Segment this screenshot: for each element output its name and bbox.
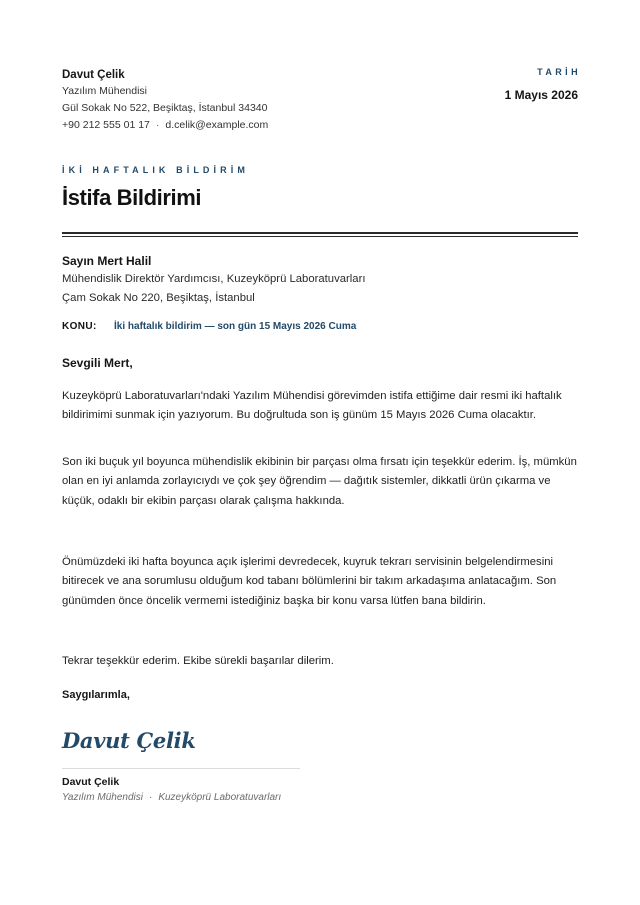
signature-role: Yazılım Mühendisi [62, 792, 143, 803]
contact-separator: · [155, 119, 160, 131]
sender-title: Yazılım Mühendisi [62, 85, 148, 97]
handwritten-signature: Davut Çelik [62, 728, 196, 753]
sender-email: d.celik@example.com [165, 119, 269, 131]
date-label: TARİH [537, 67, 581, 77]
title-divider-thick [62, 232, 578, 234]
salutation: Sevgili Mert, [62, 356, 133, 370]
page-title: İstifa Bildirimi [62, 185, 202, 210]
body-paragraph: Kuzeyköprü Laboratuvarları'ndaki Yazılım Mühendisi görevimden istifa ettiğime dair resmi iki haftalık bildirimimi sunmak için yazıyorum. Bu doğrultuda son iş günüm 15 Mayıs 2026 Cuma olacaktır. [62, 390, 562, 422]
subject-line [62, 320, 356, 333]
subject-text: İki haftalık bildirim — son gün 15 Mayıs 2026 Cuma [114, 321, 357, 332]
sender-phone: +90 212 555 01 17 [62, 119, 150, 131]
role-separator: · [148, 792, 153, 803]
signature-divider [62, 768, 300, 769]
sender-address: Gül Sokak No 522, Beşiktaş, İstanbul 34340 [62, 102, 268, 114]
body-paragraph: Önümüzdeki iki hafta boyunca açık işlerimi devredecek, kuyruk tekrarı servisinin belgelendirmesini bitirecek ve ana sorumlusu olduğum kod tabanı bölümlerini bir takım arkadaşıma anlatacağım. Son günümden önce öncelik vermemi istediğiniz başka bir konu varsa lütfen bana bildirin. [62, 556, 557, 607]
subject-label: KONU: [62, 321, 97, 332]
sender-name: Davut Çelik [62, 69, 125, 81]
sender-block [62, 67, 268, 134]
signature-company: Kuzeyköprü Laboratuvarları [158, 792, 282, 803]
body-paragraph: Son iki buçuk yıl boyunca mühendislik ekibinin bir parçası olma fırsatı için teşekkür ederim. İş, mümkün olan en iyi anlamda zorlayıcıydı ve çok şey öğrendim — dağıtık sistemler, dikkatli ürün çıkarma ve küçük, odaklı bir ekibin parçası olarak çalışma hakkında. [62, 456, 577, 507]
title-divider-thin [62, 236, 578, 237]
recipient-position: Mühendislik Direktör Yardımcısı, Kuzeyköprü Laboratuvarları [62, 273, 366, 285]
recipient-address: Çam Sokak No 220, Beşiktaş, İstanbul [62, 292, 255, 304]
body-paragraph: Tekrar teşekkür ederim. Ekibe sürekli başarılar dilerim. [62, 655, 334, 667]
signature-role-line [62, 791, 281, 804]
date-value: 1 Mayıs 2026 [504, 88, 578, 102]
sender-contact [62, 117, 268, 134]
signature-name: Davut Çelik [62, 776, 120, 788]
notice-eyebrow: İKİ HAFTALIK BİLDİRİM [62, 165, 249, 175]
recipient-name: Sayın Mert Halil [62, 254, 152, 268]
date-block [504, 67, 581, 103]
closing: Saygılarımla, [62, 689, 130, 701]
letter-page [62, 0, 581, 905]
recipient-block [62, 253, 365, 307]
